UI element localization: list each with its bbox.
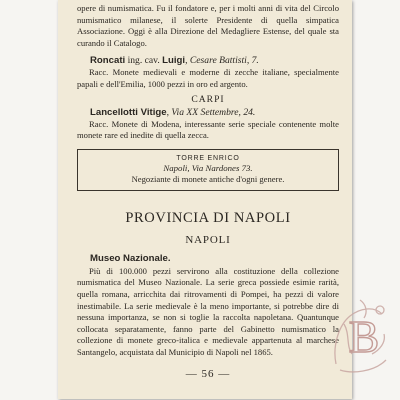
monogram-logo-icon [330, 294, 394, 378]
page-content [77, 0, 339, 381]
advertisement-box [77, 149, 339, 191]
advertisement-description: Negoziante di monete antiche d'ogni genere. [131, 173, 285, 184]
lancellotti-address: Via XX Settembre, 24. [171, 106, 256, 118]
advertisement-title: TORRE ENRICO [176, 154, 240, 162]
lancellotti-entry-heading: Lancellotti Vitige, Via XX Settembre, 24. [90, 106, 256, 118]
city-heading-carpi: CARPI [191, 93, 225, 105]
lancellotti-description: Racc. Monete di Modena, interessante serie speciale contenente molte monete rare ed inedite di quella zecca. [77, 118, 339, 141]
lancellotti-name: Lancellotti Vitige [90, 106, 167, 118]
city-heading-napoli: NAPOLI [185, 233, 231, 246]
roncati-surname: Roncati [90, 55, 126, 67]
province-heading: PROVINCIA DI NAPOLI [125, 209, 291, 226]
book-page [58, 0, 352, 399]
roncati-description: Racc. Monete medievali e moderne di zecche italiane, specialmente papali e dell'Emilia, 1000 pezzi in oro ed argento. [77, 67, 339, 89]
museum-paragraph: Più di 100.000 pezzi servirono alla costituzione della collezione numismatica del Museo Nazionale. La serie greca possiede esimie rarità, quella romana, arricchita dai ritrovamenti di Pompei, ha pezzi di valore inestimabile. La serie medievale è la meno importante, si potrebbe dire di nessuna importanza, se non si toglie la raccolta napoletana. Quantunque collocata separatamente, fanno parte del Gabinetto numismatico la collezione di monete greco-italica e medievale appartenuta al marchese Santangelo, acquistata dal Municipio di Napoli nel 1865. [77, 265, 339, 357]
museum-heading: Museo Nazionale. [90, 252, 171, 264]
roncati-given-name: Luigi [162, 55, 186, 67]
intro-paragraph: opere di numismatica. Fu il fondatore e, per i molti anni di vita del Circolo numismatico milanese, il solerte Presidente di quella simpatica Associazione. Oggi è alla Direzione del Medagliere Estense, del quale sta curando il Catalogo. [77, 3, 339, 48]
roncati-entry-heading: Roncati ing. cav. Luigi, Cesare Battisti, 7. [90, 55, 259, 67]
roncati-title: ing. cav. [127, 55, 160, 67]
advertisement-address: Napoli, Via Nardones 73. [163, 162, 253, 173]
roncati-address: Cesare Battisti, 7. [189, 55, 259, 67]
page-number: — 56 — [185, 367, 231, 380]
monogram-letter: B [348, 311, 380, 362]
